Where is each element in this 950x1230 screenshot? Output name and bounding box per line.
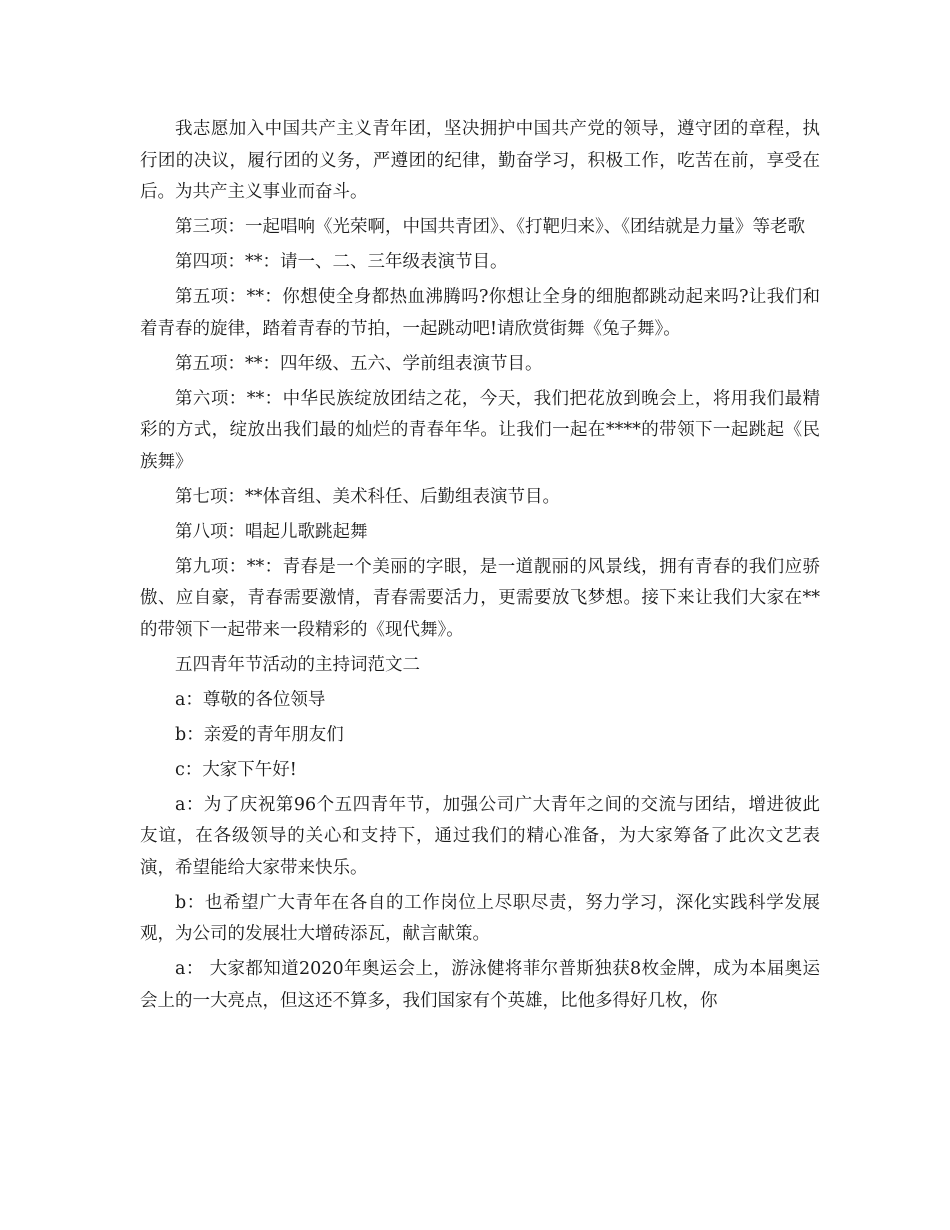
section-heading: 五四青年节活动的主持词范文二 bbox=[175, 654, 420, 675]
program-item-3: 第三项：一起唱响《光荣啊，中国共青团》、《打靶归来》、《团结就是力量》等老歌 bbox=[175, 217, 805, 237]
host-line-a-intro: a：为了庆祝第96个五四青年节，加强公司广大青年之间的交流与团结，增进彼此友谊，在各级领导的关心和支持下，通过我们的精心准备，为大家筹备了此次文艺表演，希望能给大家带来快乐。 bbox=[140, 794, 820, 878]
host-line-c-greeting: c：大家下午好! bbox=[175, 759, 297, 780]
program-item-5a: 第五项：**：你想使全身都热血沸腾吗?你想让全身的细胞都跳动起来吗?让我们和着青春的旋律，踏着青春的节拍，一起跳动吧!请欣赏街舞《兔子舞》。 bbox=[140, 287, 820, 339]
host-line-b-intro: b：也希望广大青年在各自的工作岗位上尽职尽责，努力学习，深化实践科学发展观，为公司的发展壮大增砖添瓦，献言献策。 bbox=[140, 892, 820, 944]
program-item-9: 第九项：**：青春是一个美丽的字眼，是一道靓丽的风景线，拥有青春的我们应骄傲、应自豪，青春需要激情，青春需要活力，更需要放飞梦想。接下来让我们大家在**的带领下一起带来一段精彩的《现代舞》。 bbox=[140, 556, 820, 640]
program-item-6: 第六项：**：中华民族绽放团结之花，今天，我们把花放到晚会上，将用我们最精彩的方式，绽放出我们最的灿烂的青春年华。让我们一起在****的带领下一起跳起《民族舞》 bbox=[140, 388, 820, 472]
program-item-4: 第四项：**：请一、二、三年级表演节目。 bbox=[175, 252, 508, 272]
host-line-a-greeting: a：尊敬的各位领导 bbox=[175, 689, 326, 710]
document-body bbox=[140, 114, 820, 1021]
host-line-b-greeting: b：亲爱的青年朋友们 bbox=[175, 724, 344, 745]
oath-paragraph: 我志愿加入中国共产主义青年团，坚决拥护中国共产党的领导，遵守团的章程，执行团的决议，履行团的义务，严遵团的纪律，勤奋学习，积极工作，吃苦在前，享受在后。为共产主义事业而奋斗。 bbox=[140, 119, 820, 202]
host-line-a-olympics: a： 大家都知道2020年奥运会上，游泳健将菲尔普斯独获8枚金牌，成为本届奥运会上的一大亮点，但这还不算多，我们国家有个英雄，比他多得好几枚，你 bbox=[140, 959, 820, 1011]
program-item-8: 第八项：唱起儿歌跳起舞 bbox=[175, 521, 368, 542]
program-item-5b: 第五项：**：四年级、五六、学前组表演节目。 bbox=[175, 353, 543, 374]
program-item-7: 第七项：**体音组、美术科任、后勤组表演节目。 bbox=[175, 486, 560, 507]
